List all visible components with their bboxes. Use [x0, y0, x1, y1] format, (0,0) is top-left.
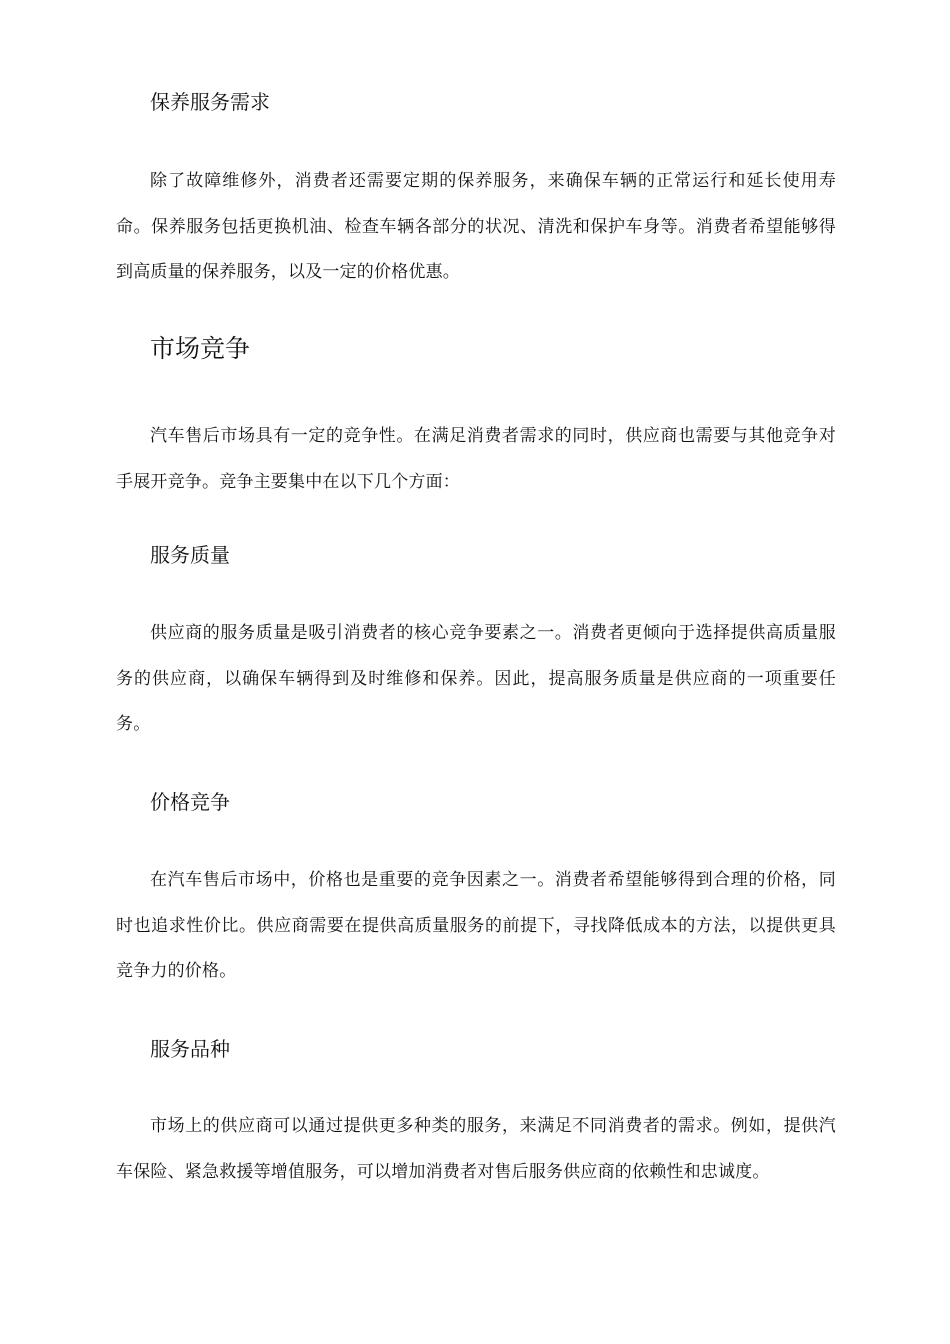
section-heading-market-competition: 市场竞争: [150, 334, 251, 363]
section-heading-service-variety: 服务品种: [150, 1037, 230, 1061]
section-body-service-variety: 市场上的供应商可以通过提供更多种类的服务，来满足不同消费者的需求。例如，提供汽车保险、紧急救援等增值服务，可以增加消费者对售后服务供应商的依赖性和忠诚度。: [116, 1116, 836, 1182]
section-body-price-competition: 在汽车售后市场中，价格也是重要的竞争因素之一。消费者希望能够得到合理的价格，同时也追求性价比。供应商需要在提供高质量服务的前提下，寻找降低成本的方法，以提供更具竞争力的价格。: [116, 870, 836, 981]
section-body-market-competition: 汽车售后市场具有一定的竞争性。在满足消费者需求的同时，供应商也需要与其他竞争对手展开竞争。竞争主要集中在以下几个方面：: [116, 426, 836, 492]
section-heading-price-competition: 价格竞争: [150, 790, 230, 814]
section-heading-service-quality: 服务质量: [150, 543, 230, 567]
section-body-maintenance: 除了故障维修外，消费者还需要定期的保养服务，来确保车辆的正常运行和延长使用寿命。保养服务包括更换机油、检查车辆各部分的状况、清洗和保护车身等。消费者希望能够得到高质量的保养服务，以及一定的价格优惠。: [116, 171, 836, 282]
section-heading-maintenance: 保养服务需求: [150, 90, 270, 114]
section-body-service-quality: 供应商的服务质量是吸引消费者的核心竞争要素之一。消费者更倾向于选择提供高质量服务的供应商，以确保车辆得到及时维修和保养。因此，提高服务质量是供应商的一项重要任务。: [116, 623, 836, 734]
